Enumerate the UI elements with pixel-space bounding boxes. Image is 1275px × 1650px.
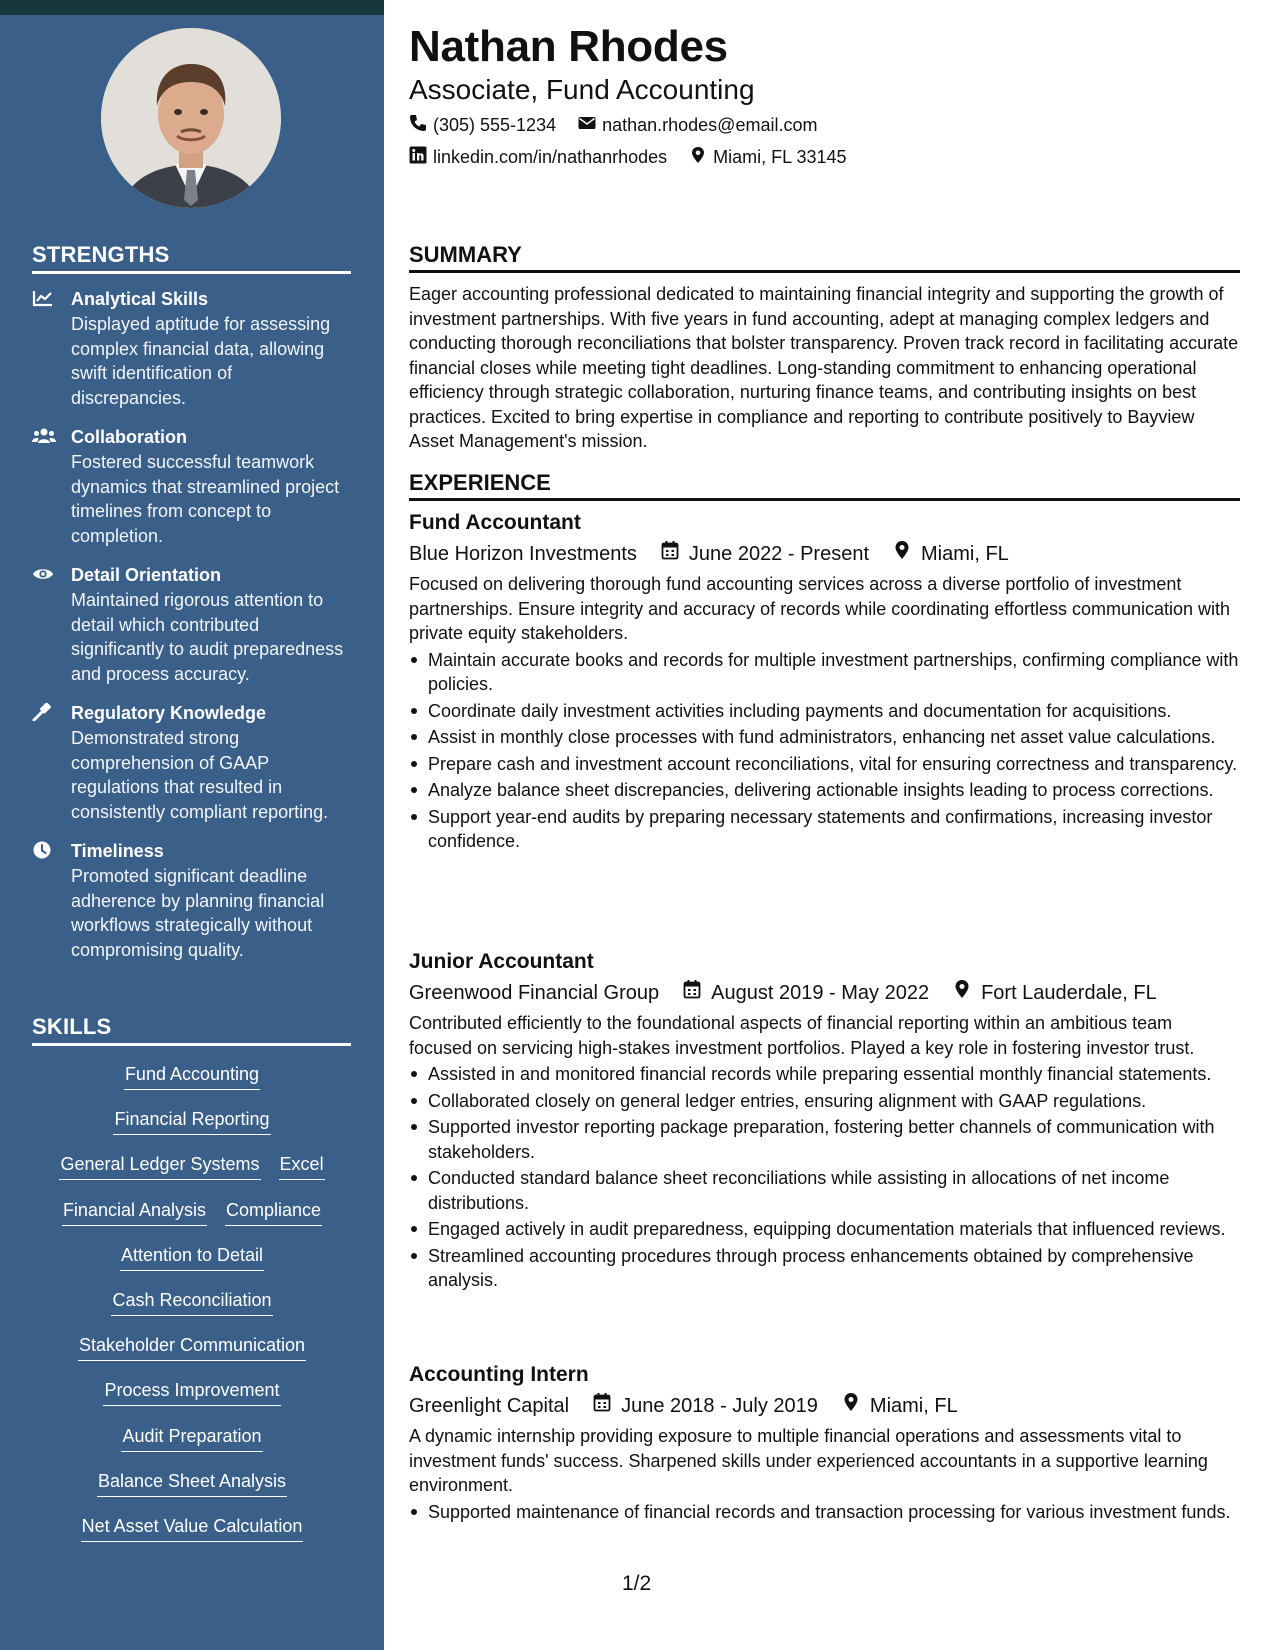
skill-tag: Process Improvement (103, 1378, 280, 1406)
strengths-heading: STRENGTHS (32, 242, 351, 274)
summary-heading: SUMMARY (409, 242, 1240, 273)
experience-heading: EXPERIENCE (409, 470, 1240, 501)
job-bullet: Analyze balance sheet discrepancies, delivering actionable insights leading to process corrections. (409, 778, 1240, 803)
location-text: Miami, FL 33145 (713, 147, 847, 167)
users-icon (32, 427, 54, 445)
strength-desc: Demonstrated strong comprehension of GAAP regulations that resulted in consistently compliant reporting. (71, 728, 329, 822)
eye-icon (32, 565, 54, 583)
calendar-icon (683, 979, 701, 1007)
email-address[interactable]: nathan.rhodes@email.com (602, 115, 818, 135)
strength-desc: Maintained rigorous attention to detail which contributed significantly to audit preparedness and process accuracy. (71, 590, 344, 684)
phone-icon (409, 114, 427, 137)
job-bullet: Engaged actively in audit preparedness, equipping documentation materials that influenced reviews. (409, 1217, 1240, 1242)
skill-tag: Net Asset Value Calculation (81, 1514, 304, 1542)
skill-tag: Fund Accounting (124, 1062, 260, 1090)
calendar-icon (593, 1392, 611, 1420)
skill-tag: Audit Preparation (121, 1424, 262, 1452)
job-meta (409, 1392, 1240, 1420)
linkedin-icon (409, 146, 427, 169)
job-location: Miami, FL (869, 1395, 958, 1417)
job-entry (409, 948, 1240, 1295)
skill-tag: General Ledger Systems (59, 1152, 260, 1180)
job-bullet: Maintain accurate books and records for multiple investment partnerships, confirming compliance with policies. (409, 648, 1240, 697)
job-title: Fund Accountant (409, 511, 581, 534)
job-bullet: Supported maintenance of financial records and transaction processing for various investment funds. (409, 1500, 1240, 1525)
candidate-name: Nathan Rhodes (409, 22, 728, 71)
job-dates: August 2019 - May 2022 (711, 982, 930, 1004)
clock-icon (32, 841, 54, 859)
job-bullet: Prepare cash and investment account reconciliations, vital for ensuring correctness and transparency. (409, 752, 1240, 777)
job-entry (409, 509, 1240, 856)
job-dates: June 2018 - July 2019 (621, 1395, 818, 1417)
job-meta (409, 979, 1240, 1007)
calendar-icon (661, 540, 679, 568)
sidebar (0, 0, 384, 1650)
strength-title: Analytical Skills (71, 289, 209, 309)
job-bullet: Collaborated closely on general ledger entries, ensuring alignment with GAAP regulations. (409, 1089, 1240, 1114)
strength-title: Collaboration (71, 427, 187, 447)
job-bullet: Assist in monthly close processes with fund administrators, enhancing net asset value calculations. (409, 725, 1240, 750)
job-bullet: Coordinate daily investment activities including payments and documentation for acquisitions. (409, 699, 1240, 724)
strength-title: Timeliness (71, 841, 164, 861)
phone-number[interactable]: (305) 555-1234 (433, 115, 557, 135)
job-title: Accounting Intern (409, 1363, 589, 1386)
chart-line-icon (32, 289, 54, 307)
skill-tag: Financial Analysis (62, 1198, 207, 1226)
strength-item (32, 700, 352, 824)
contact-row-2 (409, 146, 847, 169)
skill-tag: Compliance (225, 1198, 322, 1226)
strength-item (32, 562, 352, 686)
skill-tag: Cash Reconciliation (111, 1288, 272, 1316)
profile-photo (101, 28, 281, 208)
email-icon (578, 114, 596, 137)
sidebar-top-band (0, 0, 384, 15)
strengths-list (32, 286, 352, 976)
strength-desc: Promoted significant deadline adherence by planning financial workflows strategically without compromising quality. (71, 866, 325, 960)
location-pin-icon (689, 146, 707, 169)
job-bullet: Streamlined accounting procedures through process enhancements obtained by comprehensive analysis. (409, 1244, 1240, 1293)
job-location: Fort Lauderdale, FL (981, 982, 1157, 1004)
job-company: Blue Horizon Investments (409, 543, 637, 565)
gavel-icon (32, 703, 54, 721)
linkedin-link[interactable]: linkedin.com/in/nathanrhodes (433, 147, 668, 167)
skill-tag: Attention to Detail (120, 1243, 264, 1271)
strength-desc: Displayed aptitude for assessing complex financial data, allowing swift identification of discrepancies. (71, 314, 331, 408)
strength-desc: Fostered successful teamwork dynamics that streamlined project timelines from concept to completion. (71, 452, 340, 546)
skill-tag: Stakeholder Communication (78, 1333, 306, 1361)
job-bullets (409, 1062, 1240, 1293)
job-description: Focused on delivering thorough fund accounting services across a diverse portfolio of investment partnerships. Ensure integrity and accuracy of records while coordinating effortless communication with private equity stakeholders. (409, 574, 1231, 643)
skill-tag: Balance Sheet Analysis (97, 1469, 287, 1497)
candidate-title: Associate, Fund Accounting (409, 74, 755, 105)
job-bullet: Conducted standard balance sheet reconciliations while assisting in allocations of net income distributions. (409, 1166, 1240, 1215)
job-title: Junior Accountant (409, 950, 594, 973)
job-dates: June 2022 - Present (688, 543, 870, 565)
summary-text: Eager accounting professional dedicated to maintaining financial integrity and supporting the growth of investment partnerships. With five years in fund accounting, adept at managing complex ledgers and conducting thorough reconciliations that bolster transparency. Proven track record in facilitating accurate financial closes while meeting tight deadlines. Long-standing commitment to enhancing operational efficiency through strategic collaboration, nurturing finance teams, and contributing insights on best practices. Excited to bring expertise in compliance and reporting to contribute positively to Bayview Asset Management's mission. (409, 284, 1239, 451)
job-entry (409, 1361, 1240, 1526)
skill-tag: Financial Reporting (113, 1107, 270, 1135)
job-company: Greenlight Capital (409, 1395, 570, 1417)
job-bullets (409, 648, 1240, 854)
job-company: Greenwood Financial Group (409, 982, 660, 1004)
job-bullet: Supported investor reporting package preparation, fostering better channels of communication with stakeholders. (409, 1115, 1240, 1164)
job-description: Contributed efficiently to the foundational aspects of financial reporting within an ambitious team focused on servicing high-stakes investment portfolios. Played a key role in fostering investor trust. (409, 1013, 1195, 1058)
job-bullets (409, 1500, 1240, 1525)
job-bullet: Assisted in and monitored financial records while preparing essential monthly financial statements. (409, 1062, 1240, 1087)
page-number: 1/2 (622, 1572, 652, 1595)
location-pin-icon (953, 979, 971, 1007)
skills-heading: SKILLS (32, 1014, 351, 1046)
job-description: A dynamic internship providing exposure to multiple financial operations and assessments vital to investment funds' success. Sharpened skills under experienced accountants in a supportive learning environment. (409, 1426, 1208, 1495)
strength-title: Detail Orientation (71, 565, 222, 585)
contact-row-1 (409, 114, 817, 137)
strength-item (32, 838, 352, 962)
strength-title: Regulatory Knowledge (71, 703, 267, 723)
skills-list (32, 1062, 352, 1559)
job-bullet: Support year-end audits by preparing necessary statements and confirmations, increasing investor confidence. (409, 805, 1240, 854)
job-meta (409, 540, 1240, 568)
location-pin-icon (842, 1392, 860, 1420)
job-location: Miami, FL (921, 543, 1009, 565)
strength-item (32, 424, 352, 548)
location-pin-icon (893, 540, 911, 568)
strength-item (32, 286, 352, 410)
skill-tag: Excel (279, 1152, 325, 1180)
